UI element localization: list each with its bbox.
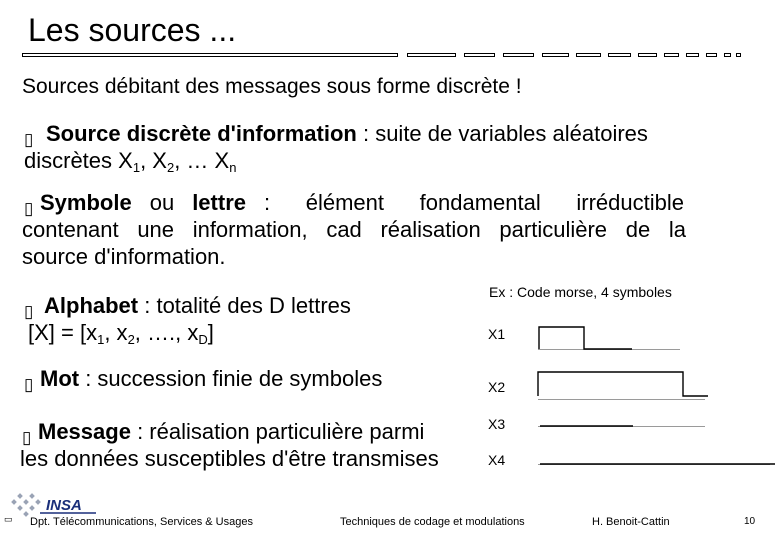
footer-course: Techniques de codage et modulations: [340, 516, 525, 528]
signal-label-x4: X4: [488, 452, 506, 468]
bullet-source-line2: discrètes $X_1$, $X_2$, … $X_n$: [24, 148, 237, 175]
footer-page-number: 10: [744, 516, 756, 527]
bullet-icon: ▯: [24, 130, 34, 149]
slide-subtitle: Sources débitant des messages sous forme discrète !: [22, 75, 522, 98]
example-title: Ex : Code morse, 4 symboles: [489, 284, 672, 300]
bullet-message-line1: Message : réalisation particulière parmi: [38, 419, 425, 444]
footer-bullet-icon: ▭: [4, 514, 13, 524]
bullet-mot: Mot : succession finie de symboles: [40, 366, 383, 391]
term-mot: Mot: [40, 366, 80, 391]
bullet-message-line2: les données susceptibles d'être transmises: [20, 446, 439, 471]
signal-x2: [538, 372, 708, 396]
bullet-icon: ▯: [24, 199, 34, 218]
signal-label-x1: X1: [488, 326, 506, 342]
footer-dept: Dpt. Télécommunications, Services & Usages: [30, 516, 253, 528]
term-alphabet: Alphabet: [44, 293, 139, 318]
alphabet-formula: $[X] = [x_1$, $x_2$, …., $x_D$]: [28, 320, 214, 347]
signal-x1: [539, 327, 632, 349]
term-lettre: lettre: [192, 190, 246, 215]
title-underline-dashes: [22, 52, 742, 60]
insa-logo-text: INSA: [46, 497, 82, 514]
bullet-icon: ▯: [24, 302, 34, 321]
bullet-symbole-line1: Symbole ou lettre : élément fondamental irréductible: [40, 190, 684, 215]
signal-label-x3: X3: [488, 416, 506, 432]
footer-author: H. Benoit-Cattin: [592, 516, 670, 528]
bullet-icon: ▯: [24, 375, 34, 394]
bullet-icon: ▯: [22, 428, 32, 447]
bullet-source-line1: Source discrète d'information : suite de variables aléatoires: [46, 121, 648, 146]
morse-diagram: [480, 320, 780, 472]
term-symbole: Symbole: [40, 190, 132, 215]
term-source: Source discrète d'information: [46, 121, 357, 146]
term-message: Message: [38, 419, 131, 444]
signal-label-x2: X2: [488, 379, 506, 395]
bullet-alphabet-line1: Alphabet : totalité des D lettres: [44, 293, 351, 318]
bullet-symbole-line2: contenant une information, cad réalisation particulière de la: [22, 217, 686, 242]
bullet-symbole-line3: source d'information.: [22, 244, 226, 269]
slide-title: Les sources ...: [28, 12, 237, 48]
